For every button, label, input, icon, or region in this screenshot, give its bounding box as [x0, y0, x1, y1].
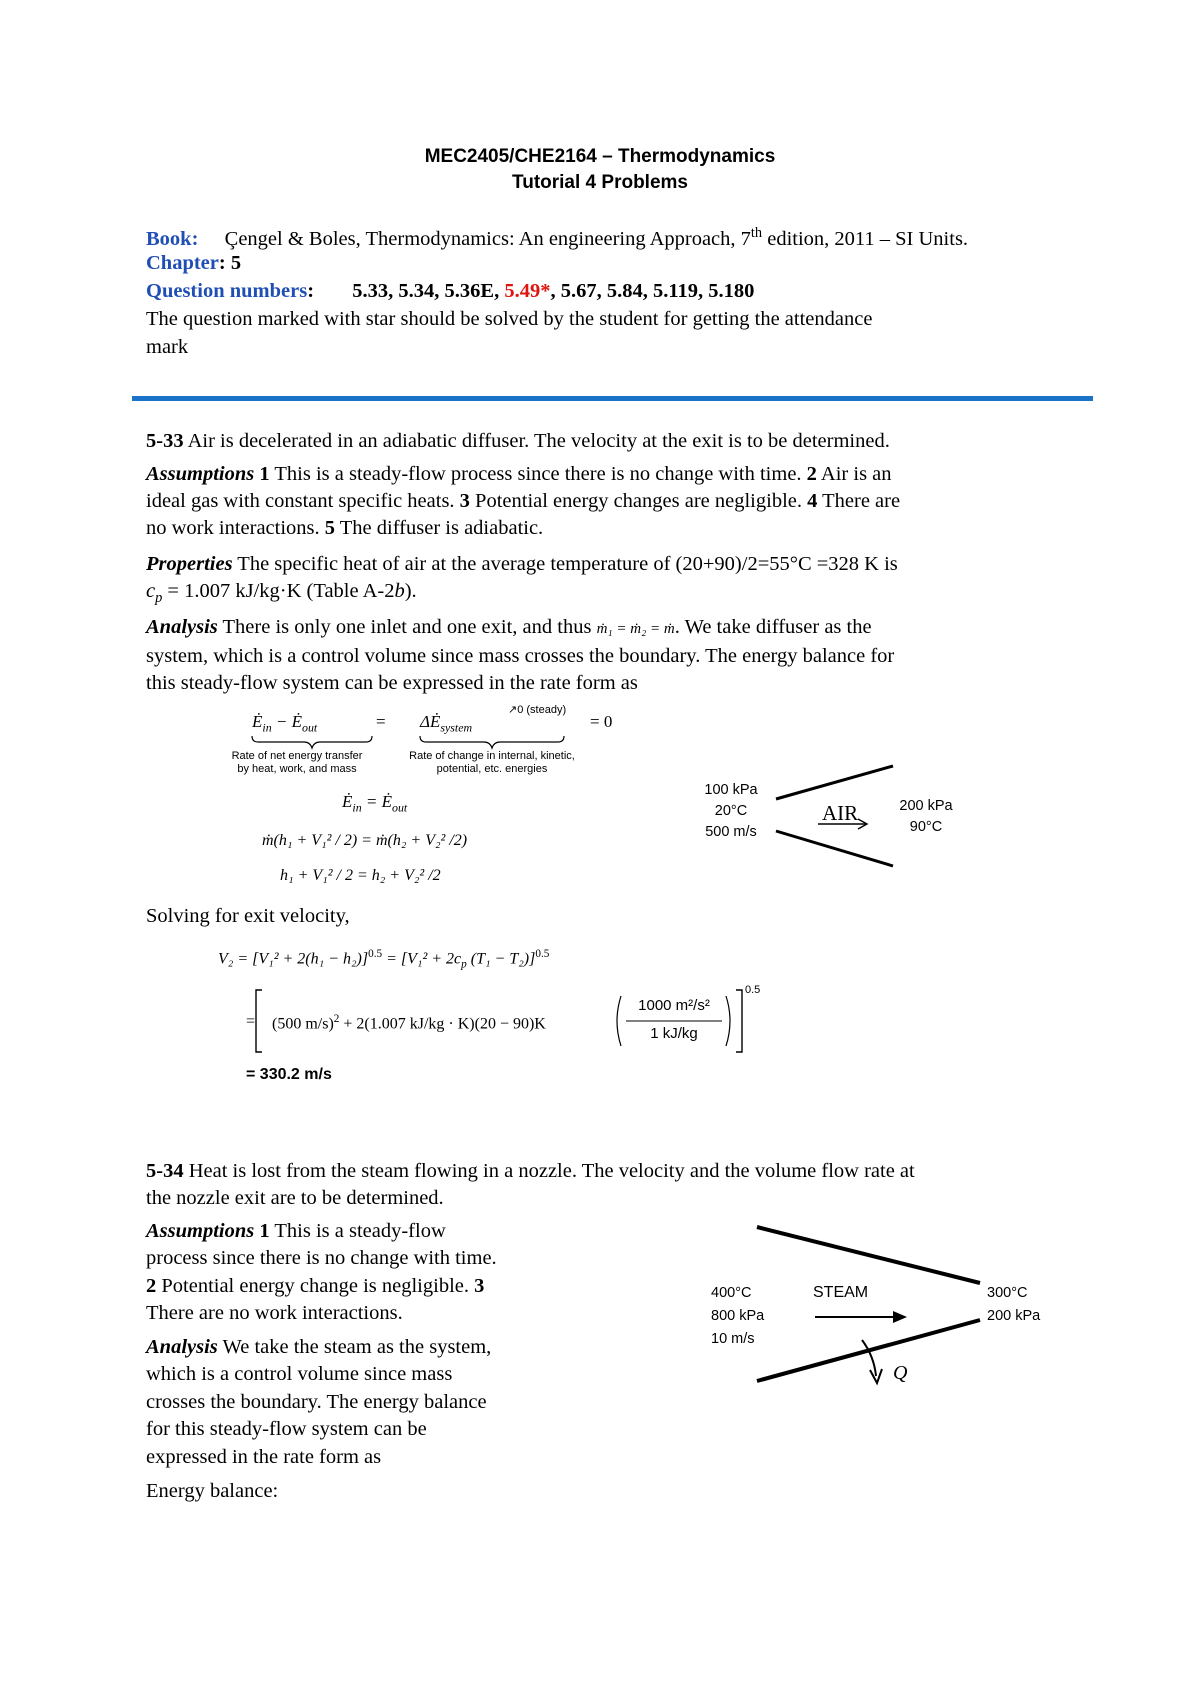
analysis-line-3: this steady-flow system can be expressed in the rate form as [146, 672, 638, 694]
substitution-terms: (500 m/s)$^2$ + 2(1.007 kJ/kg · K)(20 − 90)K [272, 1013, 546, 1033]
p534-line-2: process since there is no change with time. [146, 1247, 497, 1269]
properties-line-2: $c_p = 1.007$ kJ/kg·K (Table A-2b). [146, 580, 417, 607]
attendance-note: The question marked with star should be solved by the student for getting the attendance [146, 308, 873, 330]
result-velocity: = 330.2 m/s [246, 1066, 332, 1083]
book-text: Çengel & Boles, Thermodynamics: An engineering Approach, 7 [224, 227, 751, 250]
question-numbers: 5.33, 5.34, 5.36E, [352, 280, 505, 302]
diffuser-inlet-conditions: 100 kPa 20°C 500 m/s [704, 782, 758, 840]
arrow-head-icon [893, 1311, 907, 1323]
substitution-exponent: 0.5 [745, 984, 761, 996]
attendance-note-cont: mark [146, 336, 189, 358]
energy-balance-lhs: $Ė_{in}$ − $Ė_{out}$ [252, 712, 318, 735]
p534-analysis-2: which is a control volume since mass [146, 1363, 453, 1385]
air-label: AIR [822, 801, 859, 825]
problem-533-assumptions: Assumptions 1 This is a steady-flow process since there is no change with time. 2 Air is an [146, 463, 892, 485]
analysis-line: Analysis There is only one inlet and one exit, and thus ṁ₁ = ṁ₂ = ṁ. We take diffuser as the [146, 616, 872, 638]
starred-question: 5.49* [504, 280, 551, 302]
problem-534-intro: 5-34 Heat is lost from the steam flowing in a nozzle. The velocity and the volume flow rate at [146, 1160, 915, 1182]
nozzle-outlet-conditions: 300°C 200 kPa [987, 1285, 1041, 1324]
problem-number: 5-34 [146, 1160, 184, 1182]
problem-533-intro: 5-33 Air is decelerated in an adiabatic diffuser. The velocity at the exit is to be determined. [146, 430, 890, 452]
questions-label: Question numbers [146, 280, 308, 302]
properties-line: Properties The specific heat of air at the average temperature of (20+90)/2=55°C =328 K is [146, 553, 898, 575]
energy-balance-equals: = [376, 712, 386, 731]
chapter-label: Chapter [146, 252, 219, 274]
equation-mass-energy: ṁ(h₁ + V₁² / 2) = ṁ(h₂ + V₂² /2) [262, 832, 468, 849]
assumptions-line-3: no work interactions. 5 The diffuser is adiabatic. [146, 517, 544, 539]
assumptions-line-2: ideal gas with constant specific heats. 3 Potential energy changes are negligible. 4 There are [146, 490, 901, 512]
steam-label: STEAM [813, 1284, 869, 1301]
analysis-line-2: system, which is a control volume since mass crosses the boundary. The energy balance for [146, 645, 895, 667]
nozzle-wall-top [757, 1227, 980, 1283]
p534-analysis: Analysis We take the steam as the system, [146, 1336, 492, 1358]
heat-q-label: Q [893, 1362, 908, 1384]
energy-balance-rhs: $\Delta Ė_{system}$ [420, 712, 473, 735]
equation-ein-eout: $Ė_{in}$ = $Ė_{out}$ [342, 792, 408, 815]
brace-label-net-transfer: Rate of net energy transfer by heat, work, and mass [231, 750, 363, 775]
p534-line-4: There are no work interactions. [146, 1302, 403, 1324]
conversion-numerator: 1000 m²/s² [638, 997, 710, 1014]
steady-annotation: ↗0 (steady) [508, 704, 567, 716]
p534-line-3: 2 Potential energy change is negligible. 3 [146, 1275, 485, 1297]
problem-534-assumptions: Assumptions 1 This is a steady-flow [146, 1220, 446, 1242]
questions-line: Question numbers: 5.33, 5.34, 5.36E, 5.49*, 5.67, 5.84, 5.119, 5.180 [146, 280, 755, 302]
chapter-line: Chapter: 5 [146, 252, 242, 274]
book-label: Book: [146, 227, 199, 250]
equation-enthalpy: h₁ + V₁² / 2 = h₂ + V₂² /2 [280, 867, 441, 884]
nozzle-inlet-conditions: 400°C 800 kPa 10 m/s [711, 1285, 765, 1347]
conversion-denominator: 1 kJ/kg [650, 1025, 698, 1042]
question-numbers-rest: , 5.67, 5.84, 5.119, 5.180 [550, 280, 755, 302]
problem-number: 5-33 [146, 430, 184, 452]
energy-balance-label: Energy balance: [146, 1480, 279, 1502]
chapter-value: 5 [230, 252, 242, 274]
p534-analysis-5: expressed in the rate form as [146, 1446, 382, 1468]
document-subtitle: Tutorial 4 Problems [512, 172, 688, 193]
heat-loss-arrow [862, 1340, 876, 1376]
p534-analysis-3: crosses the boundary. The energy balance [146, 1391, 487, 1413]
diffuser-outlet-conditions: 200 kPa 90°C [899, 798, 953, 835]
book-edition-sup: th [750, 225, 763, 241]
equation-exit-velocity: $V_2 = [V_1^2 + 2(h_1 - h_2)]^{0.5} = [V_1^2 + 2c_p$ (T₁ − T₂)]$^{0.5}$ [218, 948, 550, 971]
document-title: MEC2405/CHE2164 – Thermodynamics [424, 146, 776, 167]
substitution-equals: = [246, 1013, 256, 1030]
brace-label-change: Rate of change in internal, kinetic, potential, etc. energies [409, 750, 575, 775]
energy-balance-zero: = 0 [590, 712, 613, 731]
book-text-end: edition, 2011 – SI Units. [762, 227, 969, 250]
solving-text: Solving for exit velocity, [146, 905, 350, 927]
p534-analysis-4: for this steady-flow system can be [146, 1418, 427, 1440]
problem-534-intro-2: the nozzle exit are to be determined. [146, 1187, 444, 1209]
